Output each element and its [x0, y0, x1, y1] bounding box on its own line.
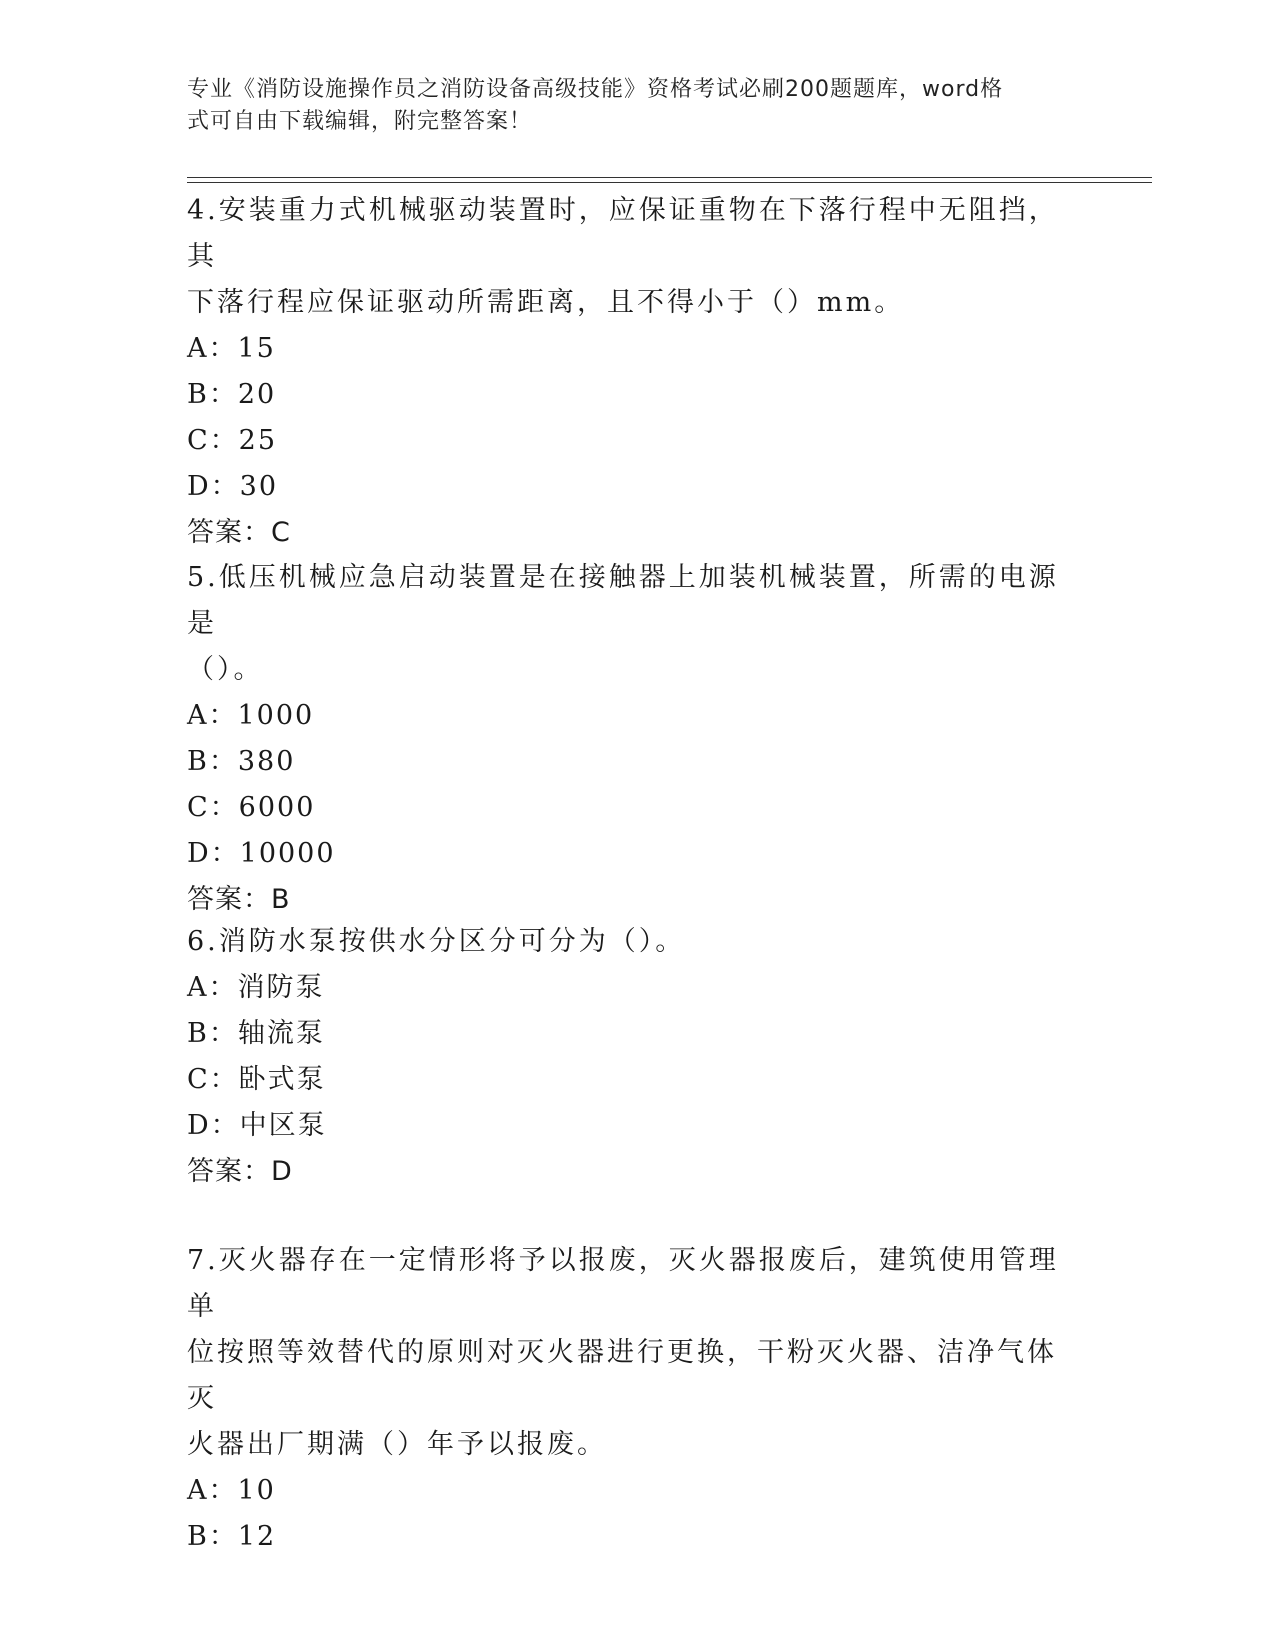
question-stem-line: 4.安装重力式机械驱动装置时，应保证重物在下落行程中无阻挡，其 [187, 195, 1059, 272]
option-a: A：10 [187, 1475, 276, 1506]
question-stem-line: 5.低压机械应急启动装置是在接触器上加装机械装置，所需的电源是 [187, 562, 1059, 639]
option-c: C：25 [187, 425, 278, 456]
option-d: D：中区泵 [187, 1110, 327, 1141]
option-b: B：12 [187, 1521, 277, 1552]
header-line-1: 专业《消防设施操作员之消防设备高级技能》资格考试必刷200题题库，word格 [187, 77, 1004, 102]
question-6 [187, 919, 1067, 1195]
question-stem-line: 火器出厂期满（）年予以报废。 [187, 1429, 607, 1460]
option-c: C：卧式泵 [187, 1064, 326, 1095]
document-header [187, 74, 1067, 138]
answer-line: 答案：C [187, 517, 291, 548]
header-divider-top [187, 177, 1152, 178]
answer-line: 答案：B [187, 884, 291, 915]
question-7 [187, 1238, 1067, 1560]
question-stem-line: 位按照等效替代的原则对灭火器进行更换，干粉灭火器、洁净气体灭 [187, 1337, 1057, 1414]
option-b: B：380 [187, 746, 296, 777]
option-d: D：30 [187, 471, 279, 502]
question-stem-line: 6.消防水泵按供水分区分可分为（）。 [187, 926, 686, 957]
option-c: C：6000 [187, 792, 316, 823]
question-stem-line: 7.灭火器存在一定情形将予以报废，灭火器报废后，建筑使用管理单 [187, 1245, 1059, 1322]
question-5 [187, 555, 1067, 923]
option-a: A：1000 [187, 700, 315, 731]
option-b: B：20 [187, 379, 277, 410]
header-divider-bottom [187, 182, 1152, 183]
option-b: B：轴流泵 [187, 1018, 325, 1049]
question-stem-line: （）。 [187, 654, 264, 685]
option-d: D：10000 [187, 838, 336, 869]
option-a: A：15 [187, 333, 276, 364]
option-a: A：消防泵 [187, 972, 325, 1003]
question-stem-line: 下落行程应保证驱动所需距离，且不得小于（）mm。 [187, 287, 905, 318]
header-line-2: 式可自由下载编辑，附完整答案！ [187, 109, 533, 134]
question-4 [187, 188, 1067, 556]
answer-line: 答案：D [187, 1156, 293, 1187]
